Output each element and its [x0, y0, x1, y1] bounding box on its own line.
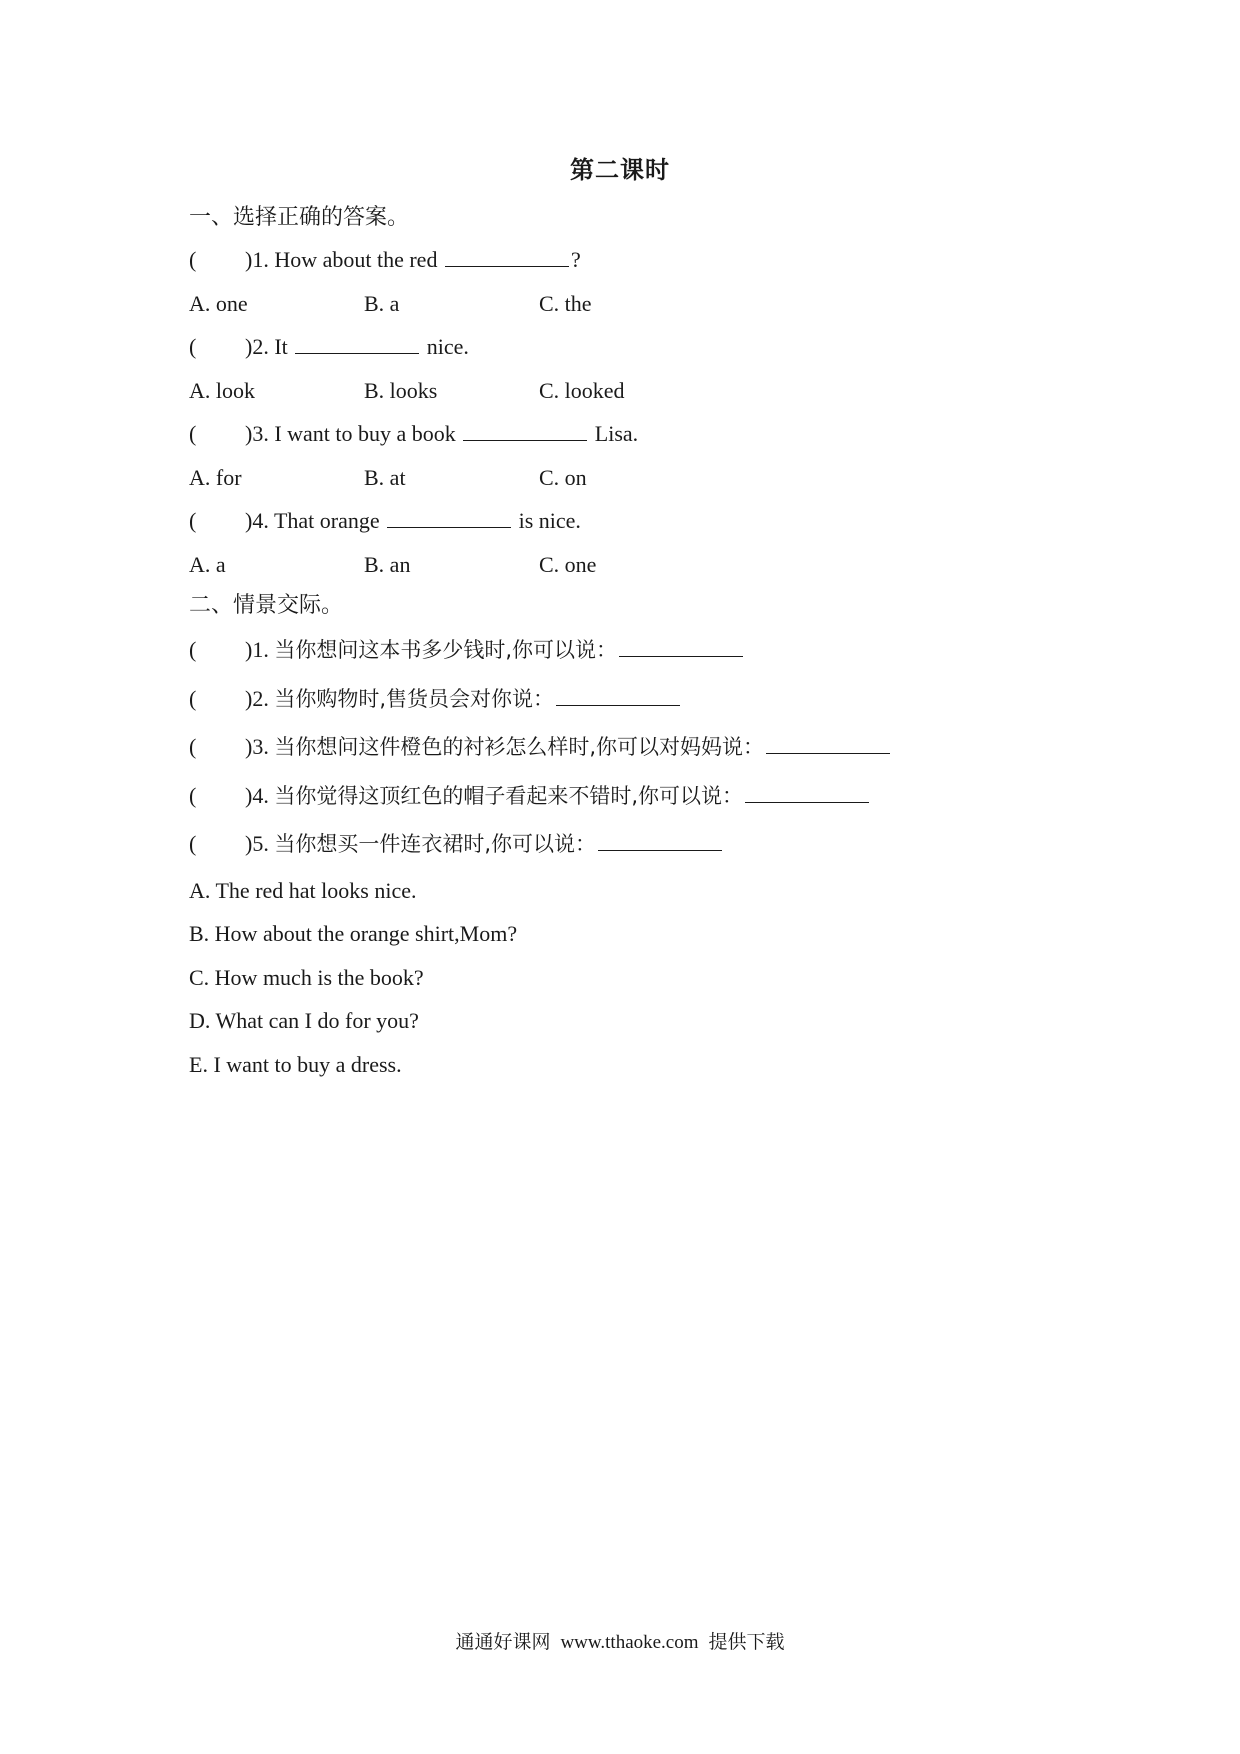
answer-choice-a: A. The red hat looks nice. [189, 877, 417, 903]
option-c: C. on [539, 464, 587, 490]
fill-blank[interactable] [766, 731, 890, 754]
option-b: B. at [364, 464, 406, 490]
s1-options-1 [189, 282, 1089, 326]
s1-question-2 [189, 325, 1089, 369]
question-prompt: 当你觉得这顶红色的帽子看起来不错时,你可以说： [274, 783, 744, 808]
answer-paren[interactable]: ( [189, 508, 197, 533]
s1-question-4 [189, 499, 1089, 543]
answer-choice-c: C. How much is the book? [189, 964, 424, 990]
fill-blank[interactable] [295, 331, 419, 354]
s1-options-2 [189, 369, 1089, 413]
option-a: A. for [189, 464, 242, 490]
s2-question-2 [189, 675, 1089, 724]
option-c: C. the [539, 290, 592, 316]
s1-question-3 [189, 412, 1089, 456]
page-title: 第二课时 [570, 156, 670, 184]
answer-paren[interactable]: ( [189, 247, 197, 272]
question-number: )1. [245, 247, 269, 272]
answer-choice-e: E. I want to buy a dress. [189, 1051, 402, 1077]
s2-question-5 [189, 820, 1089, 869]
section1-heading: 一、选择正确的答案。 [189, 205, 410, 230]
question-stem-end: ? [570, 247, 581, 272]
footer-site-name: 通通好课网 [455, 1631, 551, 1653]
fill-blank[interactable] [598, 828, 722, 851]
question-stem-end: is nice. [518, 508, 581, 533]
option-b: B. a [364, 290, 400, 316]
option-b: B. an [364, 551, 411, 577]
footer-url-link[interactable]: www.tthaoke.com [560, 1632, 699, 1653]
answer-choice-d: D. What can I do for you? [189, 1008, 419, 1033]
answer-choice-b: B. How about the orange shirt,Mom? [189, 921, 518, 946]
s1-question-1 [189, 238, 1089, 282]
question-number: )2. [245, 685, 269, 711]
worksheet-content [189, 198, 1089, 1086]
question-stem-end: nice. [426, 334, 469, 359]
s1-options-4 [189, 543, 1089, 587]
question-stem: I want to buy a book [274, 421, 456, 446]
s1-options-3 [189, 456, 1089, 500]
option-c: C. looked [539, 377, 625, 403]
option-c: C. one [539, 551, 597, 577]
fill-blank[interactable] [445, 244, 569, 267]
answer-paren[interactable]: ( [189, 734, 197, 759]
question-stem: It [274, 334, 288, 359]
question-number: )1. [245, 637, 269, 662]
fill-blank[interactable] [387, 505, 511, 528]
question-stem: That orange [273, 508, 380, 533]
s2-question-4 [189, 772, 1089, 821]
answer-paren[interactable]: ( [189, 421, 197, 446]
option-a: A. a [189, 551, 226, 577]
option-a: A. look [189, 377, 255, 403]
option-b: B. looks [364, 377, 438, 403]
answer-paren[interactable]: ( [189, 685, 197, 711]
fill-blank[interactable] [745, 780, 869, 803]
question-number: )3. [245, 734, 269, 759]
question-stem-end: Lisa. [594, 421, 639, 446]
fill-blank[interactable] [619, 634, 743, 657]
question-number: )2. [245, 334, 269, 359]
question-stem: How about the red [274, 247, 438, 272]
answer-paren[interactable]: ( [189, 334, 197, 359]
question-prompt: 当你购物时,售货员会对你说： [274, 686, 555, 711]
question-number: )4. [245, 782, 269, 808]
option-a: A. one [189, 290, 248, 316]
section2-heading: 二、情景交际。 [189, 593, 344, 618]
answer-paren[interactable]: ( [189, 637, 197, 662]
s2-question-1 [189, 626, 1089, 675]
answer-paren[interactable]: ( [189, 831, 197, 856]
question-prompt: 当你想问这本书多少钱时,你可以说： [274, 638, 618, 662]
answer-paren[interactable]: ( [189, 782, 197, 808]
fill-blank[interactable] [556, 683, 680, 706]
question-prompt: 当你想问这件橙色的衬衫怎么样时,你可以对妈妈说： [274, 735, 765, 759]
footer-suffix: 提供下载 [708, 1631, 785, 1653]
question-number: )3. [245, 421, 269, 446]
s2-question-3 [189, 723, 1089, 772]
question-number: )5. [245, 831, 269, 856]
page-footer [0, 1627, 1240, 1654]
question-number: )4. [245, 508, 269, 533]
question-prompt: 当你想买一件连衣裙时,你可以说： [274, 832, 597, 856]
fill-blank[interactable] [463, 418, 587, 441]
